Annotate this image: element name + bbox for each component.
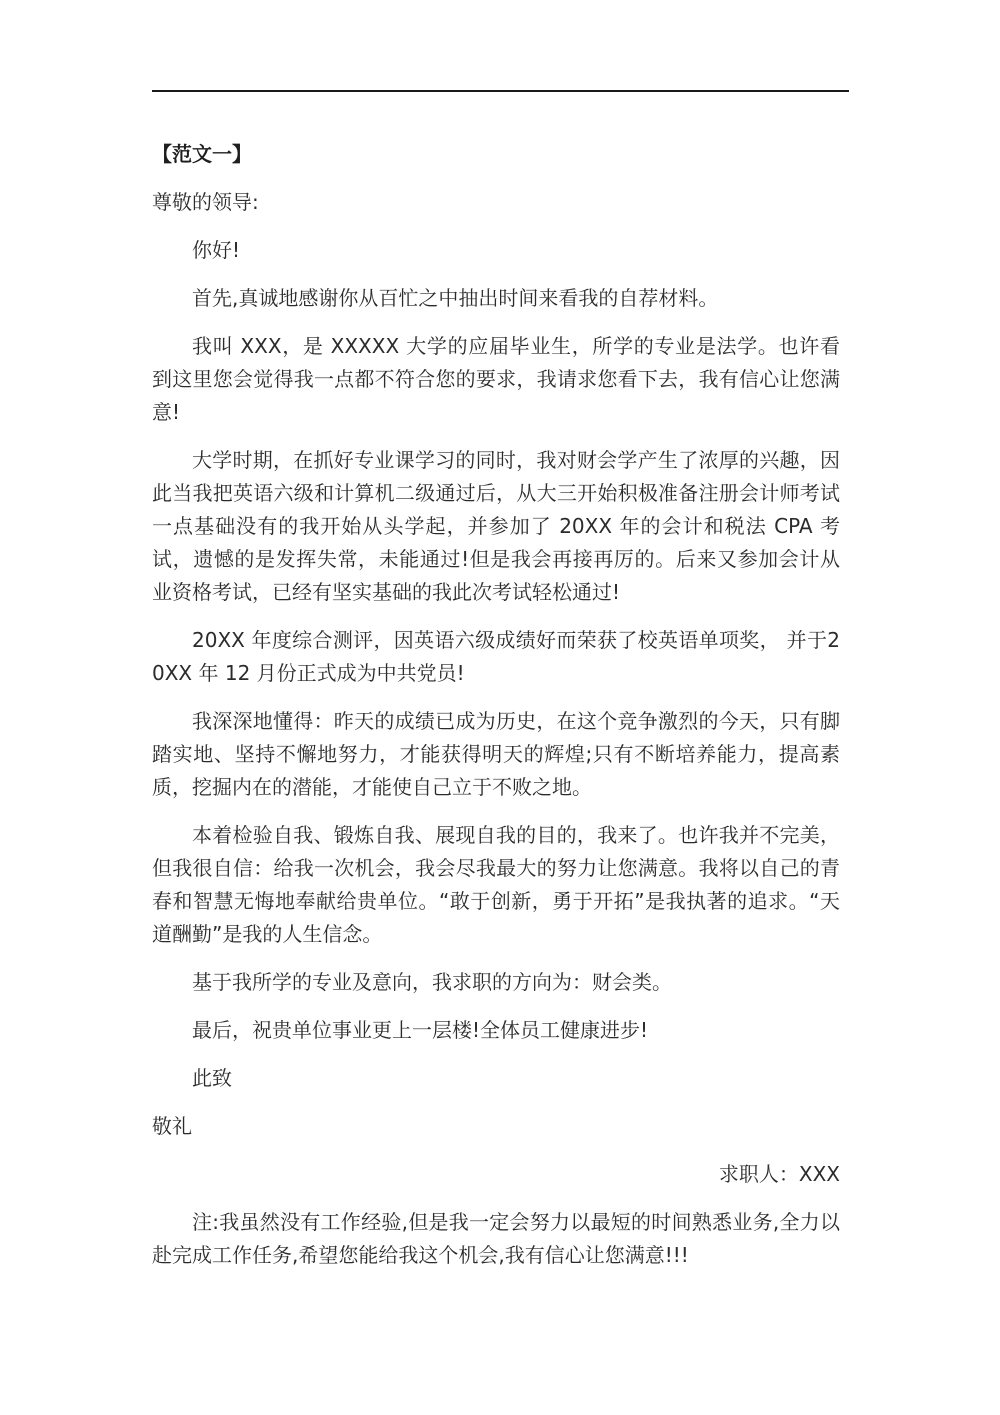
salutation: 尊敬的领导: [152,190,259,214]
document-heading: 【范文一】 [152,142,252,166]
note-paragraph: 注:我虽然没有工作经验,但是我一定会努力以最短的时间熟悉业务,全力以赴完成工作任务,希望您能给我这个机会,我有信心让您满意!!! [152,1210,840,1267]
document-body [152,138,840,1287]
paragraph-purpose: 本着检验自我、锻炼自我、展现自我的目的，我来了。也许我并不完美，但我很自信：给我一次机会，我会尽我最大的努力让您满意。我将以自己的青春和智慧无悔地奉献给贵单位。“敢于创新，勇于开拓”是我执著的追求。“天道酬勤”是我的人生信念。 [152,823,840,946]
paragraph-awards: 20XX 年度综合测评，因英语六级成绩好而荣获了校英语单项奖， 并于20XX 年 12 月份正式成为中共党员! [152,628,840,685]
paragraph-direction: 基于我所学的专业及意向，我求职的方向为：财会类。 [192,970,672,994]
closing-ci-zhi: 此致 [192,1066,232,1090]
signature: 求职人：XXX [718,1162,840,1186]
paragraph-university: 大学时期，在抓好专业课学习的同时，我对财会学产生了浓厚的兴趣，因此当我把英语六级和计算机二级通过后，从大三开始积极准备注册会计师考试一点基础没有的我开始从头学起，并参加了 20XX 年的会计和税法 CPA 考试，遗憾的是发挥失常，未能通过!但是我会再接再厉的。后来又参加会计从业资格考试，已经有坚实基础的我此次考试轻松通过! [152,448,840,604]
paragraph-thanks: 首先,真诚地感谢你从百忙之中抽出时间来看我的自荐材料。 [192,286,719,310]
paragraph-philosophy: 我深深地懂得：昨天的成绩已成为历史，在这个竞争激烈的今天，只有脚踏实地、坚持不懈地努力，才能获得明天的辉煌;只有不断培养能力，提高素质，挖掘内在的潜能，才能使自己立于不败之地。 [152,709,840,799]
greeting: 你好! [192,238,241,262]
closing-jing-li: 敬礼 [152,1114,192,1138]
top-rule [152,90,849,92]
paragraph-intro: 我叫 XXX，是 XXXXX 大学的应届毕业生，所学的专业是法学。也许看到这里您会觉得我一点都不符合您的要求，我请求您看下去，我有信心让您满意! [152,334,840,424]
paragraph-wishes: 最后，祝贵单位事业更上一层楼!全体员工健康进步! [192,1018,649,1042]
